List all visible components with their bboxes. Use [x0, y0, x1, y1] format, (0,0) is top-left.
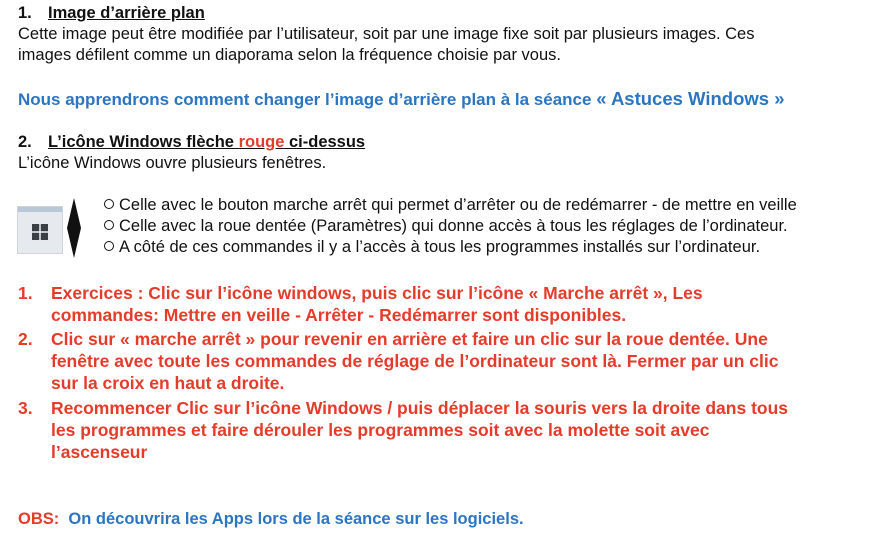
windows-logo-icon: [32, 224, 48, 240]
image-top-bar: [18, 207, 62, 212]
exercise-line: Clic sur « marche arrêt » pour revenir en arrière et faire un clic sur la roue dentée. Une: [51, 329, 768, 349]
bullet-item: [104, 238, 760, 257]
exercise-line: les programmes et faire dérouler les programmes soit avec la molette soit avec: [51, 420, 710, 440]
exercise-line: sur la croix en haut a droite.: [51, 373, 285, 393]
bullet-text: Celle avec le bouton marche arrêt qui permet d’arrêter ou de redémarrer - de mettre en veille: [119, 196, 797, 214]
bullet-text: Celle avec la roue dentée (Paramètres) qui donne accès à tous les réglages de l’ordinateur.: [119, 217, 788, 235]
section2-heading: [18, 133, 365, 152]
section2-title-after: ci-dessus: [284, 133, 366, 151]
circle-bullet-icon: [104, 220, 114, 230]
astuces-note: [18, 88, 785, 110]
obs-note: [18, 510, 524, 529]
section2-title: [48, 133, 365, 151]
bullet-item: [104, 217, 788, 236]
section1-title: Image d’arrière plan: [48, 4, 205, 22]
section1-heading: [18, 4, 205, 23]
exercise-number: 2.: [18, 329, 33, 349]
exercise-3: [18, 397, 878, 463]
exercise-line: fenêtre avec toute les commandes de réglage de l’ordinateur sont là. Fermer par un clic: [51, 351, 779, 371]
circle-bullet-icon: [104, 241, 114, 251]
diamond-arrow-icon: [66, 198, 82, 258]
exercise-2: [18, 328, 878, 394]
section2-number: 2.: [18, 133, 32, 151]
exercise-number: 3.: [18, 398, 33, 418]
section2-title-red: rouge: [238, 133, 285, 151]
exercise-line: commandes: Mettre en veille - Arrêter - Redémarrer sont disponibles.: [51, 305, 627, 325]
bullet-text: A côté de ces commandes il y a l’accès à tous les programmes installés sur l’ordinateur.: [119, 238, 761, 256]
obs-label: OBS:: [18, 510, 60, 528]
circle-bullet-icon: [104, 199, 114, 209]
section1-para-line1: Cette image peut être modifiée par l’utilisateur, soit par une image fixe soit par plusieurs images. Ces: [18, 25, 755, 43]
astuces-note-prefix: Nous apprendrons comment changer l’image d’arrière plan à la séance: [18, 90, 597, 109]
exercise-1: [18, 282, 878, 326]
exercise-line: Exercices : Clic sur l’icône windows, puis clic sur l’icône « Marche arrêt », Les: [51, 283, 703, 303]
windows-start-button-image: [17, 206, 63, 254]
bullet-item: [104, 196, 797, 215]
section1-number: 1.: [18, 4, 32, 22]
section2-para: L’icône Windows ouvre plusieurs fenêtres.: [18, 154, 327, 172]
section2-title-before: L’icône Windows flèche: [48, 133, 239, 151]
exercise-line: l’ascenseur: [51, 442, 148, 462]
obs-text: On découvrira les Apps lors de la séance sur les logiciels.: [68, 510, 524, 528]
exercise-line: Recommencer Clic sur l’icône Windows / puis déplacer la souris vers la droite dans tous: [51, 398, 789, 418]
exercise-number: 1.: [18, 283, 33, 303]
section1-para-line2: images défilent comme un diaporama selon la fréquence choisie par vous.: [18, 46, 561, 64]
astuces-note-highlight: « Astuces Windows »: [596, 88, 785, 109]
